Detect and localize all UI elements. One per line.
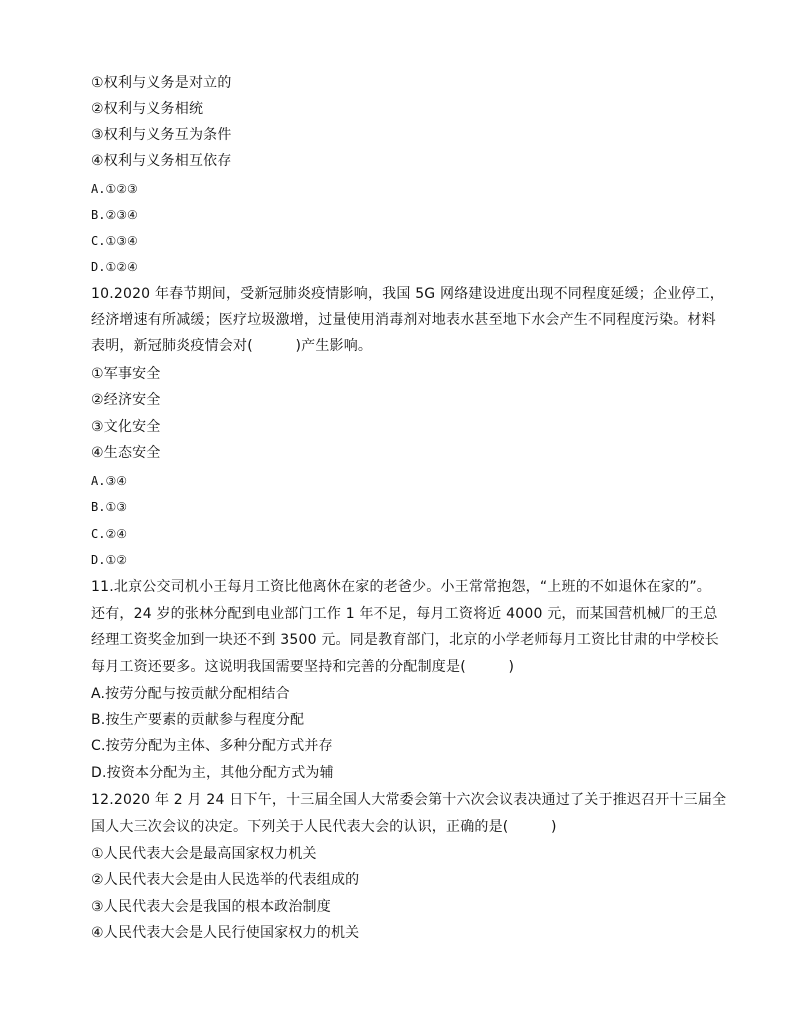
q10-item-2: ②经济安全 bbox=[91, 392, 161, 408]
q12-stem-line-1: 12.2020 年 2 月 24 日下午，十三届全国人大常委会第十六次会议表决通过了关于推迟召开十三届全 bbox=[91, 792, 727, 808]
q11-option-d: D.按资本分配为主，其他分配方式为辅 bbox=[91, 765, 334, 781]
q10-option-c: C.②④ bbox=[91, 527, 127, 541]
q10-item-3: ③文化安全 bbox=[91, 419, 161, 435]
q10-stem-line-3: 表明，新冠肺炎疫情会对( )产生影响。 bbox=[91, 338, 373, 354]
q10-item-1: ①军事安全 bbox=[91, 366, 161, 382]
q12-item-3: ③人民代表大会是我国的根本政治制度 bbox=[91, 899, 331, 915]
q10-stem-line-1: 10.2020 年春节期间，受新冠肺炎疫情影响，我国 5G 网络建设进度出现不同程度延缓；企业停工， bbox=[91, 286, 724, 302]
q10-option-d: D.①② bbox=[91, 553, 127, 567]
q12-item-4: ④人民代表大会是人民行使国家权力的机关 bbox=[91, 925, 360, 941]
q10-option-a: A.③④ bbox=[91, 474, 127, 488]
q11-option-a: A.按劳分配与按贡献分配相结合 bbox=[91, 686, 290, 702]
q9-item-3: ③权利与义务互为条件 bbox=[91, 127, 232, 143]
q9-option-c: C.①③④ bbox=[91, 234, 138, 248]
q9-option-a: A.①②③ bbox=[91, 182, 138, 196]
q12-stem-line-2: 国人大三次会议的决定。下列关于人民代表大会的认识，正确的是( ) bbox=[91, 819, 557, 835]
q10-item-4: ④生态安全 bbox=[91, 445, 161, 461]
q9-item-1: ①权利与义务是对立的 bbox=[91, 75, 232, 91]
q9-option-d: D.①②④ bbox=[91, 260, 138, 274]
q10-option-b: B.①③ bbox=[91, 500, 127, 514]
q10-stem-line-2: 经济增速有所减缓；医疗垃圾激增，过量使用消毒剂对地表水甚至地下水会产生不同程度污染。材料 bbox=[91, 312, 716, 328]
q11-stem-line-1: 11.北京公交司机小王每月工资比他离休在家的老爸少。小王常常抱怨，“上班的不如退休在家的”。 bbox=[91, 579, 711, 595]
q11-option-b: B.按生产要素的贡献参与程度分配 bbox=[91, 712, 305, 728]
q9-item-4: ④权利与义务相互依存 bbox=[91, 153, 232, 169]
q9-option-b: B.②③④ bbox=[91, 208, 138, 222]
q11-stem-line-3: 经理工资奖金加到一块还不到 3500 元。同是教育部门，北京的小学老师每月工资比甘肃的中学校长 bbox=[91, 632, 719, 648]
q9-item-2: ②权利与义务相统 bbox=[91, 101, 204, 117]
q11-option-c: C.按劳分配为主体、多种分配方式并存 bbox=[91, 738, 333, 754]
q11-stem-line-4: 每月工资还要多。这说明我国需要坚持和完善的分配制度是( ) bbox=[91, 659, 515, 675]
q12-item-1: ①人民代表大会是最高国家权力机关 bbox=[91, 846, 317, 862]
q12-item-2: ②人民代表大会是由人民选举的代表组成的 bbox=[91, 872, 360, 888]
q11-stem-line-2: 还有，24 岁的张林分配到电业部门工作 1 年不足，每月工资将近 4000 元，而某国营机械厂的王总 bbox=[91, 606, 718, 622]
